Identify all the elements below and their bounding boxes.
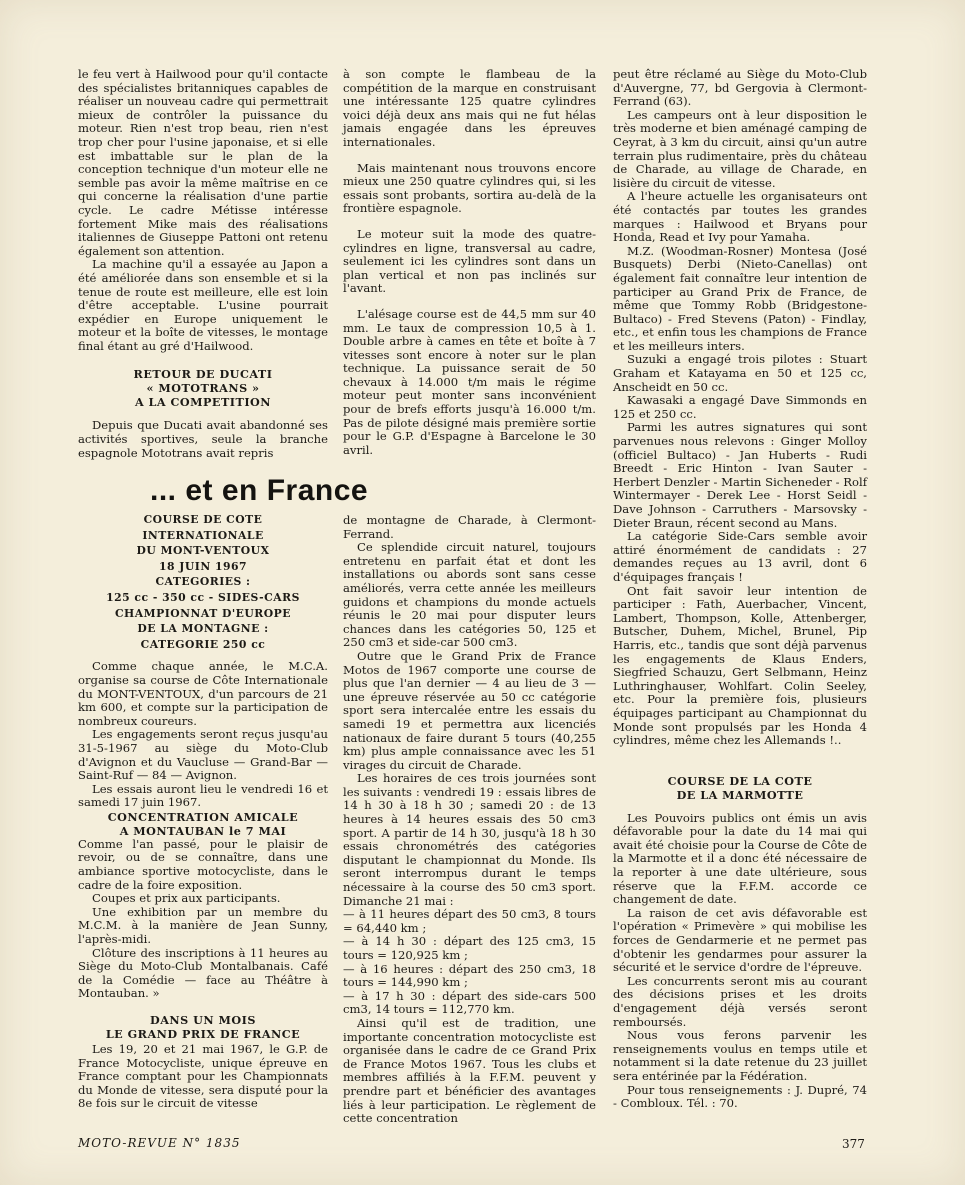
magazine-footer: MOTO-REVUE N° 1835 xyxy=(78,1136,241,1150)
paragraph: Les horaires de ces trois journées sont les suivants : vendredi 19 : essais libres de 14 h 30 à 18 h 30 ; samedi 20 : de 13 heures à 14 heures essais des 50 cm3 sport. A partir de 14 h 30, jusqu'à 18 h 30 essais chronométrés des catégories disputant le championnat du Monde. Ils seront interrompus durant le temps nécessaire à la course des 50 cm3 sport. Dimanche 21 mai : xyxy=(343,771,596,908)
heading-line: LE GRAND PRIX DE FRANCE xyxy=(105,1027,301,1041)
schedule-item: — à 17 h 30 : départ des side-cars 500 cm3, 14 tours = 112,770 km. xyxy=(343,988,596,1017)
paragraph: Mais maintenant nous trouvons encore mieux une 250 quatre cylindres qui, si les essais sont probants, sortira au-delà de la frontière espagnole. xyxy=(343,160,596,216)
heading-line: 18 JUIN 1967 xyxy=(158,559,248,573)
heading-line: DE LA MARMOTTE xyxy=(676,787,804,802)
paragraph: Les essais auront lieu le vendredi 16 et samedi 17 juin 1967. xyxy=(78,781,328,810)
paragraph: le feu vert à Hailwood pour qu'il contacte des spécialistes britanniques capables de réaliser un nouveau cadre qui permettrait mieux de contrôler la puissance du moteur. Rien n'est trop beau, rien n'est trop cher pour l'usine japonaise, et si elle est imbattable sur le plan de la conception technique d'un moteur elle ne semble pas avoir la même maîtrise en ce qui concerne la réalisation d'une partie cycle. Le cadre Métisse intéresse fortement Mike mais des réalisations italiennes de Giuseppe Pattoni ont retenu également son attention. xyxy=(78,67,328,258)
paragraph: La raison de cet avis défavorable est l'opération « Primevère » qui mobilise les forces de Gendarmerie et ne permet pas d'obtenir les gendarmes pour assurer la sécurité et le service d'ordre de l'épreuve. xyxy=(613,905,867,975)
paragraph: Outre que le Grand Prix de France Motos de 1967 comporte une course de plus que l'an dernier — 4 au lieu de 3 — une épreuve réservée au 50 cc catégorie sport sera intercalée entre les essais du samedi 19 et permettra aux licenciés nationaux de faire durant 5 tours (40,255 km) plus ample connaissance avec les 51 virages du circuit de Charade. xyxy=(343,648,596,772)
paragraph: Ont fait savoir leur intention de participer : Fath, Auerbacher, Vincent, Lambert, Thompson, Kolle, Attenberger, Butscher, Duhem, Michel, Brunel, Pip Harris, etc., tandis que sont déjà parvenus les engagements de Klaus Enders, Siegfried Schauzu, Gert Selbmann, Heinz Luthringhauser, Wohlfart. Colin Seeley, etc. Pour la première fois, plusieurs équipages participant au Championnat du Monde sont propulsés par les Honda 4 cylindres, même chez les Allemands !.. xyxy=(613,583,867,748)
heading-line: COURSE DE COTE xyxy=(143,513,263,526)
heading-line: 125 cc - 350 cc - SIDES-CARS xyxy=(106,590,300,604)
section-title: ... et en France xyxy=(150,474,369,507)
paragraph: Depuis que Ducati avait abandonné ses activités sportives, seule la branche espagnole Mototrans avait repris xyxy=(78,418,328,460)
heading-line: RETOUR DE DUCATI xyxy=(133,367,273,382)
column-3 xyxy=(613,68,867,1111)
heading-line: DU MONT-VENTOUX xyxy=(136,544,270,558)
heading-line: DANS UN MOIS xyxy=(150,1013,256,1027)
paragraph: Clôture des inscriptions à 11 heures au Siège du Moto-Club Montalbanais. Café de la Comédie — face au Théâtre à Montauban. » xyxy=(78,945,328,1001)
heading-line: CHAMPIONNAT D'EUROPE xyxy=(114,606,292,620)
paragraph: Le moteur suit la mode des quatre-cylindres en ligne, transversal au cadre, seulement ici les cylindres sont dans un plan vertical et non pas inclinés sur l'avant. xyxy=(343,226,596,296)
paragraph: Comme l'an passé, pour le plaisir de revoir, ou de se connaître, dans une ambiance sportive motocycliste, dans le cadre de la foire exposition. xyxy=(78,836,328,892)
paragraph: à son compte le flambeau de la compétition de la marque en construisant une intéressante 125 quatre cylindres voici déjà deux ans mais qui ne fut hélas jamais engagée dans les épreuves internationales. xyxy=(343,67,596,149)
heading-line: INTERNATIONALE xyxy=(142,528,264,542)
marmotte-heading xyxy=(613,774,867,802)
heading-line: COURSE DE LA COTE xyxy=(667,773,813,788)
paragraph: Kawasaki a engagé Dave Simmonds en 125 et 250 cc. xyxy=(613,393,867,421)
schedule-item: — à 16 heures : départ des 250 cm3, 18 tours = 144,990 km ; xyxy=(343,961,596,990)
paragraph: La catégorie Side-Cars semble avoir attiré énormément de candidats : 27 demandes reçues au 13 avril, dont 6 d'équipages français ! xyxy=(613,529,867,584)
paragraph: Les 19, 20 et 21 mai 1967, le G.P. de France Motocycliste, unique épreuve en France comptant pour les Championnats du Monde de vitesse, sera disputé pour la 8e fois sur le circuit de vitesse xyxy=(78,1042,328,1111)
heading-line: A LA COMPETITION xyxy=(134,395,272,410)
paragraph: Une exhibition par un membre du M.C.M. à la manière de Jean Sunny, l'après-midi. xyxy=(78,904,328,947)
heading-line: CONCENTRATION AMICALE xyxy=(107,809,299,824)
ducati-heading xyxy=(78,367,328,409)
paragraph: A l'heure actuelle les organisateurs ont été contactés par toutes les grandes marques : Hailwood et Bryans pour Honda, Read et Ivy pour Yamaha. xyxy=(613,189,867,245)
paragraph: La machine qu'il a essayée au Japon a été améliorée dans son ensemble et si la tenue de route est meilleure, elle est loin d'être acceptable. L'usine pourrait expédier en Europe uniquement le moteur et la boîte de vitesses, le montage final étant au gré d'Hailwood. xyxy=(78,257,328,353)
schedule-item: — à 11 heures départ des 50 cm3, 8 tours = 64,440 km ; xyxy=(343,907,596,935)
heading-line: CATEGORIE 250 cc xyxy=(140,637,266,651)
paragraph: Les engagements seront reçus jusqu'au 31-5-1967 au siège du Moto-Club d'Avignon et du Vaucluse — Grand-Bar — Saint-Ruf — 84 — Avignon. xyxy=(78,727,328,783)
paragraph: Ce splendide circuit naturel, toujours entretenu en parfait état et dont les installations ou abords sont sans cesse améliorés, verra cette année les meilleurs guidons et champions du monde actuels réunis le 20 mai pour disputer leurs chances dans les catégories 50, 125 et 250 cm3 et side-car 500 cm3. xyxy=(343,540,596,650)
paragraph: Pour tous renseignements : J. Dupré, 74 - Combloux. Tél. : 70. xyxy=(613,1082,867,1111)
heading-line: CATEGORIES : xyxy=(155,575,251,589)
column-1-bottom xyxy=(78,512,328,1111)
montauban-heading xyxy=(78,810,328,838)
paragraph: Suzuki a engagé trois pilotes : Stuart Graham et Katayama en 50 et 125 cc, Anscheidt en 50 cc. xyxy=(613,352,867,394)
paragraph: Nous vous ferons parvenir les renseignements voulus en temps utile et notamment si la date retenue du 23 juillet sera entérinée par la Fédération. xyxy=(613,1028,867,1083)
paragraph: Coupes et prix aux participants. xyxy=(92,891,281,906)
ventoux-heading xyxy=(78,512,328,652)
paragraph: Les Pouvoirs publics ont émis un avis défavorable pour la date du 14 mai qui avait été choisie pour la Course de Côte de la Marmotte et il a donc été nécessaire de la reporter à une date ultérieure, sous réserve que la F.F.M. accorde ce changement de date. xyxy=(613,810,867,907)
heading-line: DE LA MONTAGNE : xyxy=(137,622,269,636)
paragraph: Les concurrents seront mis au courant des décisions prises et les droits d'engagement déjà versés seront remboursés. xyxy=(613,973,867,1029)
heading-line: A MONTAUBAN le 7 MAI xyxy=(119,823,287,838)
paragraph: Parmi les autres signatures qui sont parvenues nous relevons : Ginger Molloy (officiel Bultaco) - Jan Huberts - Rudi Breedt - Eric Hinton - Ivan Sauter - Herbert Denzler - Martin Sicheneder - Rolf Wintermayer - Derek Lee - Horst Seidl - Dave Johnson - Carruthers - Marsovsky - Dieter Braun, récent second au Mans. xyxy=(613,420,867,530)
paragraph: Les campeurs ont à leur disposition le très moderne et bien aménagé camping de Ceyrat, à 3 km du circuit, ainsi qu'un autre terrain plus rudimentaire, près du château de Charade, au village de Charade, en lisière du circuit de vitesse. xyxy=(613,107,867,190)
column-2-top xyxy=(343,68,596,457)
column-2-bottom xyxy=(343,514,596,1126)
heading-line: « MOTOTRANS » xyxy=(146,381,260,396)
paragraph: Comme chaque année, le M.C.A. organise sa course de Côte Internationale du MONT-VENTOUX, d'un parcours de 21 km 600, et compte sur la participation de nombreux coureurs. xyxy=(78,659,328,728)
paragraph: de montagne de Charade, à Clermont-Ferrand. xyxy=(343,513,596,541)
page-number: 377 xyxy=(842,1137,865,1151)
paragraph: L'alésage course est de 44,5 mm sur 40 mm. Le taux de compression 10,5 à 1. Double arbre à cames en tête et boîte à 7 vitesses sont encore à noter sur le plan technique. La puissance serait de 50 chevaux à 14.000 t/m mais le régime moteur peut monter sans inconvénient pour de brefs efforts jusqu'à 16.000 t/m. Pas de pilote désigné mais première sortie pour le G.P. d'Espagne à Barcelone le 30 avril. xyxy=(343,306,596,457)
paragraph: M.Z. (Woodman-Rosner) Montesa (José Busquets) Derbi (Nieto-Canellas) ont également fait connaître leur intention de participer au Grand Prix de France, de même que Tommy Robb (Bridgestone-Bultaco) - Fred Stevens (Paton) - Findlay, etc., et enfin tous les champions de France et les meilleurs inters. xyxy=(613,243,867,353)
paragraph: Ainsi qu'il est de tradition, une importante concentration motocycliste est organisée dans le cadre de ce Grand Prix de France Motos 1967. Tous les clubs et membres affiliés à la F.F.M. peuvent y prendre part et bénéficier des avantages liés à leur participation. Le règlement de cette concentration xyxy=(343,1015,596,1126)
schedule-item: — à 14 h 30 : départ des 125 cm3, 15 tours = 120,925 km ; xyxy=(343,934,596,962)
column-1-top xyxy=(78,68,328,460)
gp-heading xyxy=(78,1013,328,1041)
paragraph: peut être réclamé au Siège du Moto-Club d'Auvergne, 77, bd Gergovia à Clermont-Ferrand (63). xyxy=(613,67,867,109)
